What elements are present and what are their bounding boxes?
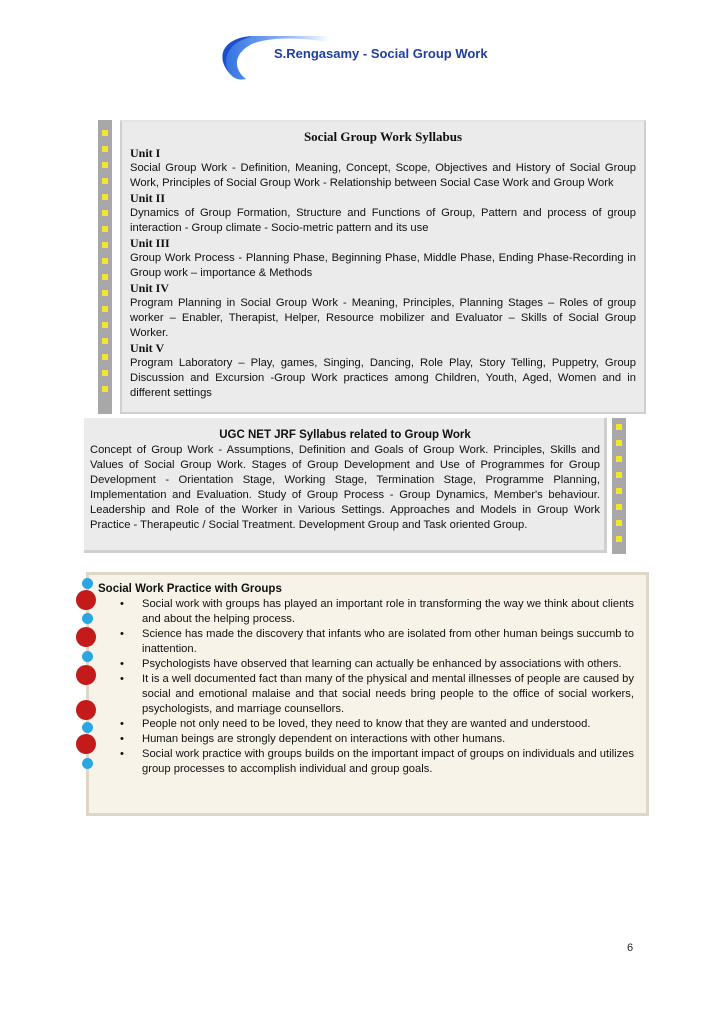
practice-list — [98, 597, 634, 777]
bullet-icon: • — [120, 733, 124, 745]
decor-dot — [82, 758, 93, 769]
unit-text: Social Group Work - Definition, Meaning, Concept, Scope, Objectives and History of Social Group Work, Principles of Social Group Work - Relationship between Social Case Work and Group Work — [130, 162, 636, 189]
decor-dot — [76, 734, 96, 754]
ugc-text: Concept of Group Work - Assumptions, Definition and Goals of Group Work. Principles, Skills and Values of Social Group Work. Stages of Group Development and Use of Programmes for Group Development - Orientation Stage, Working Stage, Termination Stage, Programme Planning, Implementation and Evaluation. Study of Group Process - Group Dynamics, Member's behaviour. Leadership and Role of the Worker in Various Settings. Approaches and Models in Group Work Practice - Therapeutic / Social Treatment. Development Group and Task oriented Group. — [90, 444, 600, 531]
practice-title: Social Work Practice with Groups — [98, 583, 282, 595]
list-item: • Social work with groups has played an important role in transforming the way we think about clients and about the helping process. — [120, 598, 634, 625]
unit-heading: Unit II — [130, 191, 166, 205]
bullet-icon: • — [120, 628, 124, 640]
decor-dot — [82, 722, 93, 733]
list-item: • People not only need to be loved, they need to know that they are wanted and understood. — [120, 718, 591, 730]
decor-dot — [76, 665, 96, 685]
list-item: • It is a well documented fact than many of the physical and mental illnesses of people are caused by social and emotional malaise and that social needs bring people to the office of social workers, psychologists, and marriage counsellors. — [120, 673, 634, 715]
decor-dot — [76, 627, 96, 647]
header-title: S.Rengasamy - Social Group Work — [274, 46, 488, 61]
ugc-panel — [84, 418, 607, 553]
decor-dot — [76, 590, 96, 610]
list-item: • Psychologists have observed that learning can actually be enhanced by associations with others. — [120, 658, 622, 670]
unit-heading: Unit I — [130, 146, 161, 160]
bullet-icon: • — [120, 658, 124, 670]
unit-text: Group Work Process - Planning Phase, Beginning Phase, Middle Phase, Ending Phase-Recording in Group work – importance & Methods — [130, 252, 636, 279]
unit-heading: Unit IV — [130, 281, 170, 295]
syllabus-box — [98, 120, 646, 414]
list-item: • Science has made the discovery that infants who are isolated from other human beings succumb to inattention. — [120, 628, 634, 655]
bullet-icon: • — [120, 673, 124, 685]
unit-text: Program Laboratory – Play, games, Singing, Dancing, Role Play, Story Telling, Puppetry, Group Discussion and Excursion -Group Work practices among Children, Youth, Aged, Women and in different settings — [130, 357, 636, 399]
page-number: 6 — [627, 942, 634, 954]
ugc-side-stripe — [612, 418, 626, 554]
decor-dot — [76, 700, 96, 720]
practice-box — [72, 572, 648, 816]
unit-text: Dynamics of Group Formation, Structure and Functions of Group, Pattern and process of group interaction - Group climate - Socio-metric pattern and its use — [130, 207, 636, 234]
decor-dot — [82, 613, 93, 624]
unit-heading: Unit V — [130, 341, 165, 355]
list-item: • Social work practice with groups builds on the important impact of groups on individuals and utilizes group processes to accomplish individual and group goals. — [120, 748, 634, 775]
unit-text: Program Planning in Social Group Work - Meaning, Principles, Planning Stages – Roles of group worker – Enabler, Therapist, Helper, Resource mobilizer and Evaluator – Skills of Social Group Worker. — [130, 297, 636, 339]
ugc-title: UGC NET JRF Syllabus related to Group Work — [219, 429, 471, 441]
ugc-box — [84, 418, 644, 558]
bullet-icon: • — [120, 748, 124, 760]
bullet-icon: • — [120, 598, 124, 610]
syllabus-panel — [120, 120, 646, 414]
unit-heading: Unit III — [130, 236, 170, 250]
decor-dot — [82, 578, 93, 589]
syllabus-title: Social Group Work Syllabus — [303, 129, 463, 144]
page-header — [212, 36, 512, 80]
decor-dot — [82, 651, 93, 662]
list-item: • Human beings are strongly dependent on interactions with other humans. — [120, 733, 506, 745]
bullet-icon: • — [120, 718, 124, 730]
